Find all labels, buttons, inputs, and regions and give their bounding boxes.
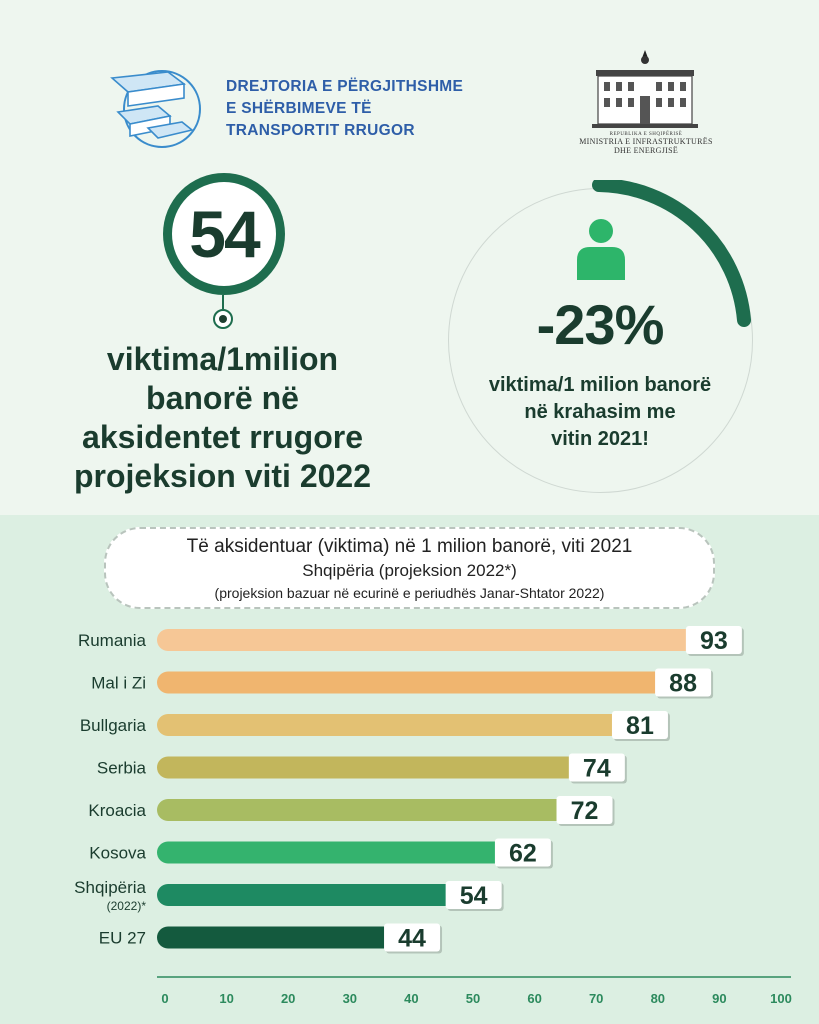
bar [157, 672, 707, 694]
x-tick-label: 30 [342, 991, 358, 1006]
x-tick-label: 60 [527, 991, 542, 1006]
x-tick-label: 20 [280, 991, 296, 1006]
organization-name [226, 76, 486, 142]
org-name-line-1: DREJTORIA E PËRGJITHSHME [226, 78, 464, 95]
value-label: 72 [570, 797, 599, 825]
category-label: Mal i Zi [91, 673, 146, 693]
x-tick-label: 50 [465, 991, 481, 1006]
badge-dot [213, 309, 233, 329]
highlight-value: 54 [172, 182, 276, 286]
ministry-name [566, 132, 726, 155]
x-tick-label: 70 [588, 991, 604, 1006]
dpshtrr-logo-icon [108, 68, 203, 150]
highlight-caption-line-4: projeksion viti 2022 [73, 458, 371, 494]
x-tick-label: 80 [650, 991, 666, 1006]
value-label: 74 [582, 754, 611, 783]
chart-title-box [104, 527, 715, 609]
chart-subtitle: Shqipëria (projeksion 2022*) [302, 561, 517, 580]
highlight-caption [50, 340, 395, 496]
person-icon [575, 218, 627, 280]
change-caption [470, 372, 730, 453]
value-label: 44 [398, 924, 426, 953]
x-tick-label: 40 [404, 991, 419, 1006]
value-label: 62 [509, 839, 537, 868]
org-name-line-2: E SHËRBIMEVE TË [226, 100, 372, 117]
category-label: EU 27 [98, 928, 146, 948]
highlight-caption-line-1: viktima/1milion [106, 341, 339, 377]
change-caption-line-3: vitin 2021! [551, 428, 649, 450]
highlight-caption-line-3: aksidentet rrugore [82, 419, 363, 455]
badge-connector [222, 295, 224, 309]
category-label: Bullgaria [79, 716, 146, 735]
value-label: 54 [459, 882, 488, 910]
ministry-country: REPUBLIKA E SHQIPËRISË [609, 132, 683, 137]
x-tick-label: 100 [770, 991, 792, 1006]
category-label: Kroacia [88, 801, 146, 820]
category-label: Rumania [77, 631, 146, 650]
bar [157, 757, 621, 779]
category-label: Kosova [89, 843, 146, 863]
chart-title: Të aksidentuar (viktima) në 1 milion banorë, viti 2021 [186, 536, 633, 557]
value-label: 81 [626, 712, 654, 740]
ministry-line-2: DHE ENERGJISË [613, 146, 679, 155]
change-caption-line-2: në krahasim me [524, 401, 676, 423]
value-label: 88 [669, 669, 697, 698]
highlight-caption-line-2: banorë në [146, 380, 299, 416]
highlight-badge [163, 173, 285, 295]
x-tick-label: 0 [161, 991, 169, 1006]
ministry-line-1: MINISTRIA E INFRASTRUKTURËS [579, 137, 713, 146]
category-note: (2022)* [106, 899, 146, 913]
x-tick-label: 90 [712, 991, 727, 1006]
change-value: -23% [536, 293, 664, 356]
chart-note: (projeksion bazuar në ecurinë e periudhës Janar-Shtator 2022) [214, 585, 605, 601]
bar [157, 799, 609, 821]
category-label: Shqipëria [74, 878, 146, 897]
bar [157, 842, 547, 864]
value-label: 93 [699, 627, 728, 655]
x-tick-label: 10 [219, 991, 234, 1006]
bar [157, 714, 664, 736]
org-name-line-3: TRANSPORTIT RRUGOR [226, 122, 415, 139]
bar-chart [0, 615, 819, 1015]
category-label: Serbia [96, 758, 146, 778]
bar [157, 629, 738, 651]
change-caption-line-1: viktima/1 milion banorë [488, 374, 712, 396]
